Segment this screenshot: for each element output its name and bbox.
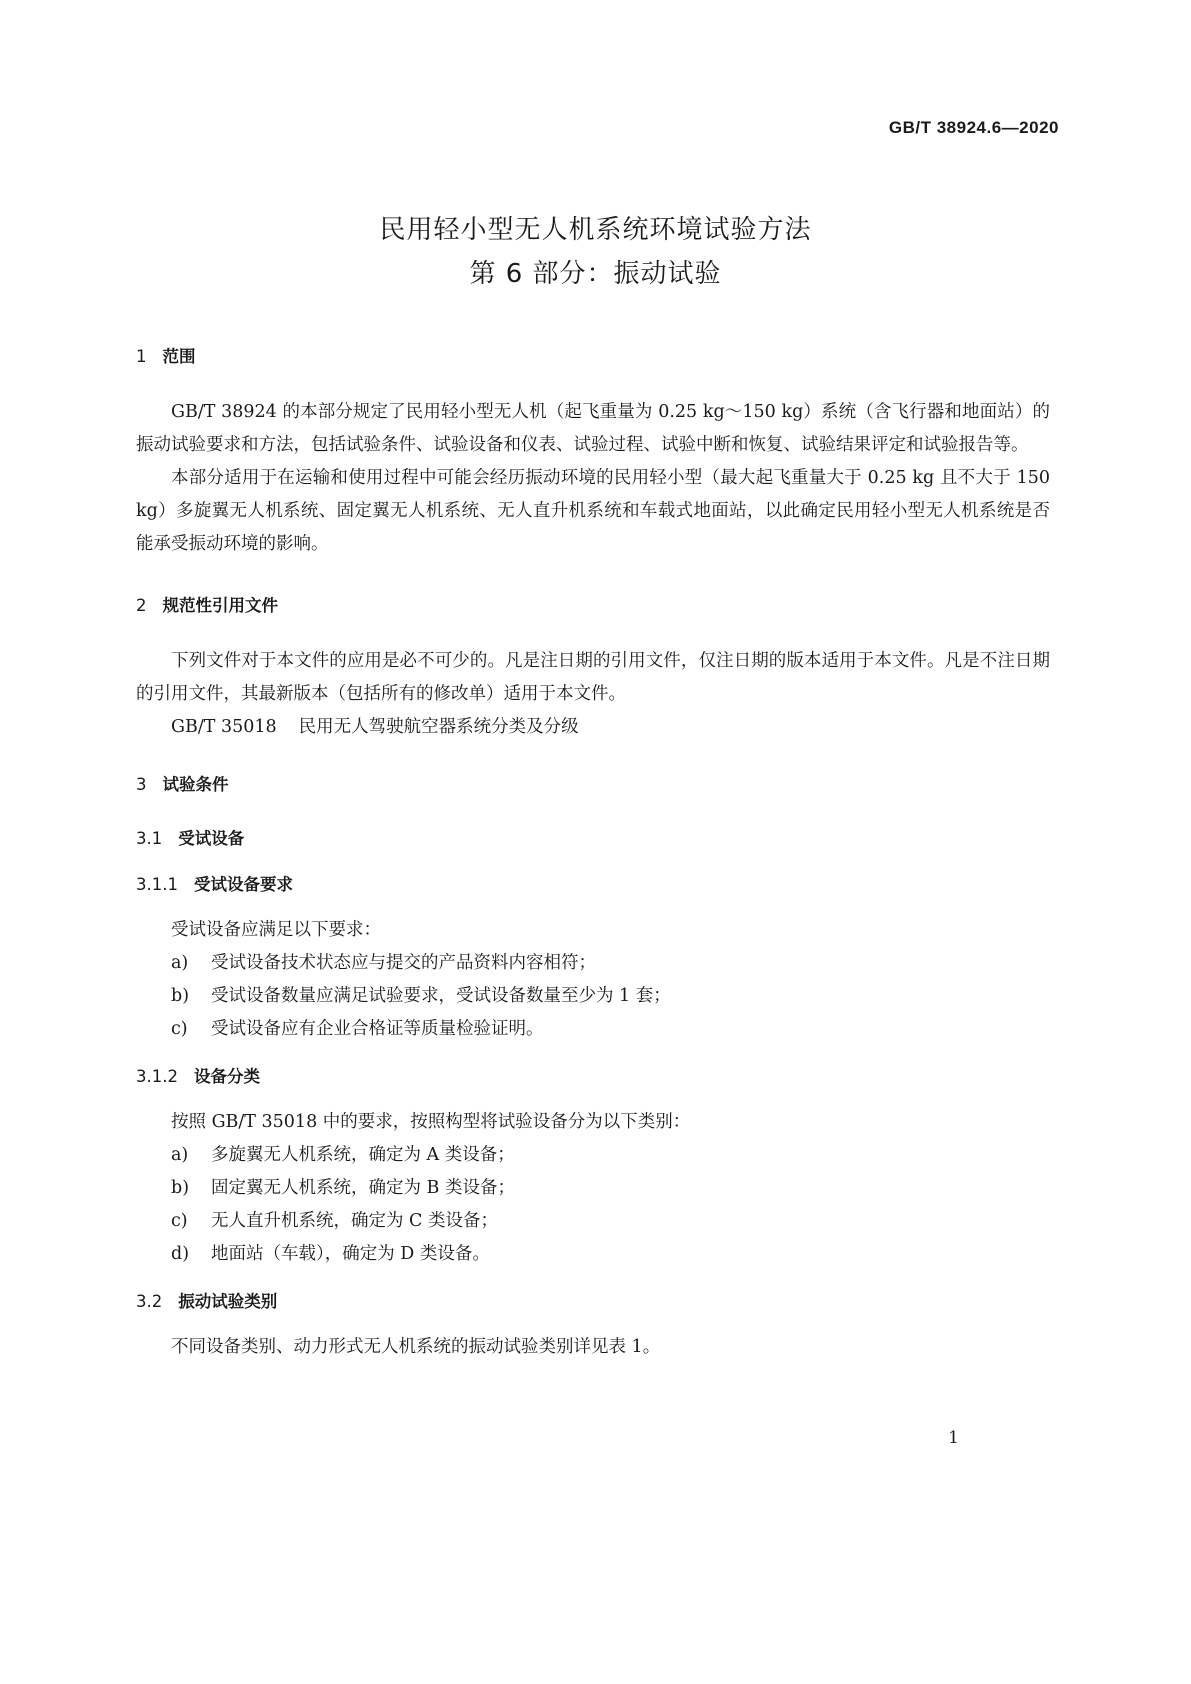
section-number: 3.1.1 — [136, 875, 178, 894]
list-text: 受试设备数量应满足试验要求，受试设备数量至少为 1 套； — [211, 986, 671, 1006]
list-marker: a) — [171, 953, 189, 973]
list-item — [136, 980, 1050, 1013]
standard-code: GB/T 38924.6—2020 — [888, 118, 1059, 137]
list-text: 受试设备技术状态应与提交的产品资料内容相符； — [211, 953, 596, 973]
document-body — [136, 342, 1050, 1364]
list-marker: b) — [171, 986, 190, 1006]
reference-title: 民用无人驾驶航空器系统分类及分级 — [298, 717, 579, 737]
page-number: 1 — [948, 1428, 959, 1448]
list-item — [136, 1172, 1050, 1205]
normative-reference — [136, 711, 1050, 744]
section-number: 3.1.2 — [136, 1067, 178, 1086]
section-number: 3.2 — [136, 1292, 163, 1311]
list-item — [136, 1013, 1050, 1046]
title-line-2: 第 6 部分：振动试验 — [469, 259, 722, 289]
list-item — [136, 1139, 1050, 1172]
section-title: 设备分类 — [193, 1067, 260, 1086]
list-marker: a) — [171, 1145, 189, 1165]
list-marker: b) — [171, 1178, 190, 1198]
list-item — [136, 947, 1050, 980]
section-1-paragraph-2: 本部分适用于在运输和使用过程中可能会经历振动环境的民用轻小型（最大起飞重量大于 0.25 kg 且不大于 150 kg）多旋翼无人机系统、固定翼无人机系统、无人直升机系统和车载式地面站，以此确定民用轻小型无人机系统是否能承受振动环境的影响。 — [136, 468, 1050, 554]
section-title: 范围 — [162, 347, 196, 366]
list-text: 地面站（车载），确定为 D 类设备。 — [211, 1244, 490, 1264]
section-number: 1 — [136, 347, 147, 366]
section-title: 受试设备要求 — [193, 875, 293, 894]
section-2-heading — [136, 591, 1050, 621]
section-number: 3.1 — [136, 829, 163, 848]
section-1-heading — [136, 342, 1050, 372]
section-title: 试验条件 — [162, 775, 229, 794]
section-3-1-1-heading — [136, 870, 1050, 900]
section-3-1-1-intro: 受试设备应满足以下要求： — [171, 920, 381, 940]
document-title — [0, 208, 1191, 296]
section-3-heading — [136, 770, 1050, 800]
list-item — [136, 1205, 1050, 1238]
section-title: 振动试验类别 — [178, 1292, 278, 1311]
section-3-1-heading — [136, 824, 1050, 854]
list-item — [136, 1238, 1050, 1271]
section-3-2-paragraph: 不同设备类别、动力形式无人机系统的振动试验类别详见表 1。 — [171, 1337, 661, 1357]
list-text: 多旋翼无人机系统，确定为 A 类设备； — [211, 1145, 515, 1165]
list-marker: d) — [171, 1244, 190, 1264]
section-2-paragraph-1: 下列文件对于本文件的应用是必不可少的。凡是注日期的引用文件，仅注日期的版本适用于本文件。凡是不注日期的引用文件，其最新版本（包括所有的修改单）适用于本文件。 — [136, 651, 1050, 704]
section-3-2-heading — [136, 1287, 1050, 1317]
section-number: 3 — [136, 775, 147, 794]
list-marker: c) — [171, 1211, 188, 1231]
title-line-1: 民用轻小型无人机系统环境试验方法 — [379, 215, 812, 245]
reference-code: GB/T 35018 — [171, 717, 277, 737]
list-text: 无人直升机系统，确定为 C 类设备； — [211, 1211, 499, 1231]
list-marker: c) — [171, 1019, 188, 1039]
list-text: 受试设备应有企业合格证等质量检验证明。 — [211, 1019, 544, 1039]
section-title: 规范性引用文件 — [162, 596, 278, 615]
section-1-paragraph-1: GB/T 38924 的本部分规定了民用轻小型无人机（起飞重量为 0.25 kg～150 kg）系统（含飞行器和地面站）的振动试验要求和方法，包括试验条件、试验设备和仪表、试验过程、试验中断和恢复、试验结果评定和试验报告等。 — [136, 402, 1050, 455]
section-number: 2 — [136, 596, 147, 615]
section-3-1-2-intro: 按照 GB/T 35018 中的要求，按照构型将试验设备分为以下类别： — [171, 1112, 691, 1132]
section-title: 受试设备 — [178, 829, 245, 848]
section-3-1-2-heading — [136, 1062, 1050, 1092]
list-text: 固定翼无人机系统，确定为 B 类设备； — [211, 1178, 515, 1198]
